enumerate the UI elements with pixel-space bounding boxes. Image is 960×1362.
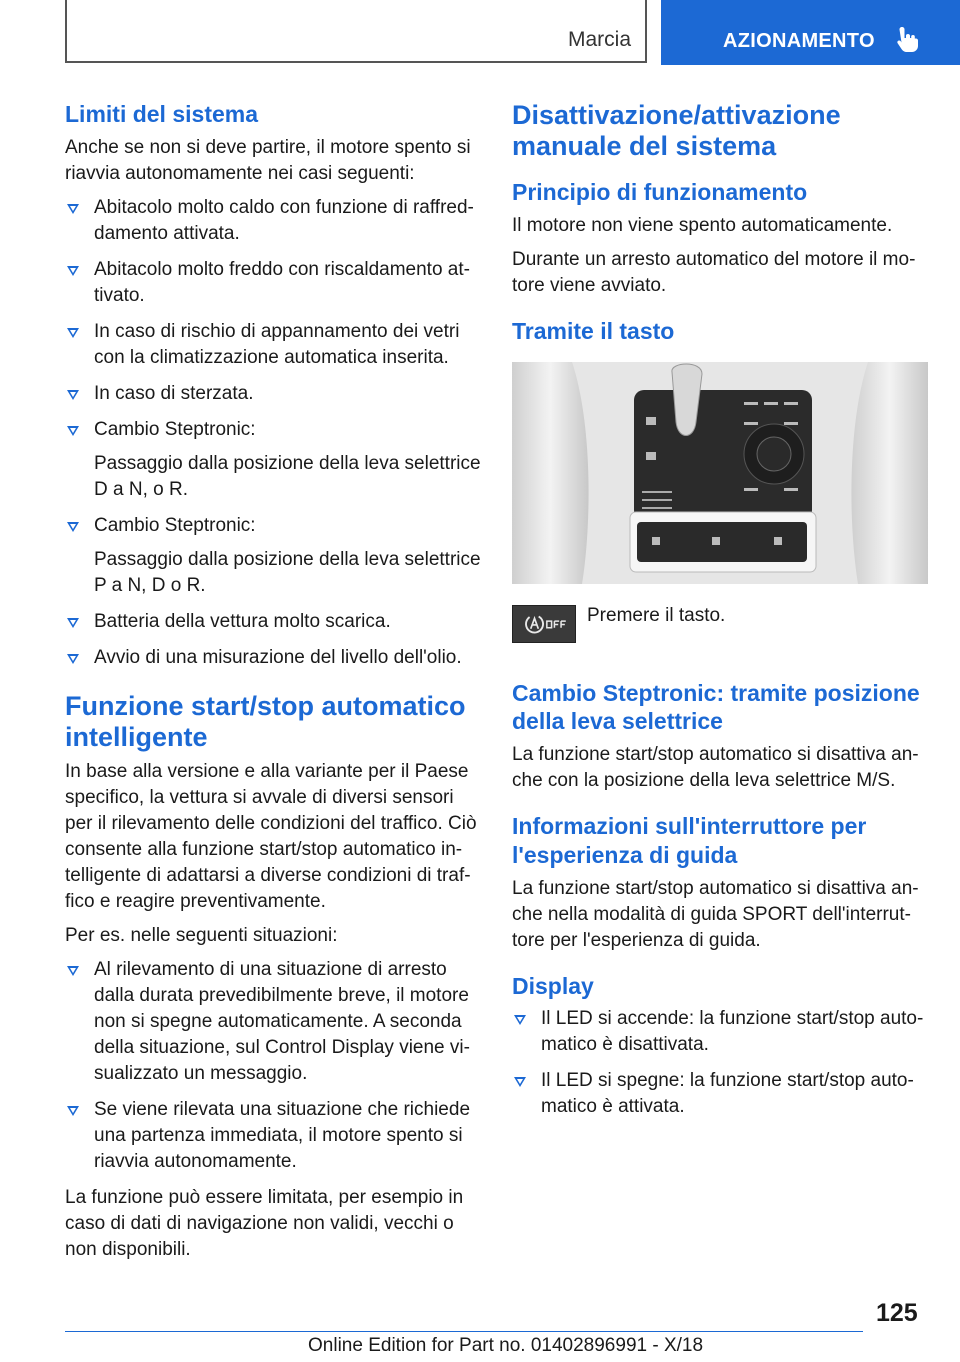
header-section-label: AZIONAMENTO xyxy=(723,30,875,52)
triangle-bullet-icon xyxy=(514,1077,526,1087)
triangle-bullet-icon xyxy=(67,654,79,664)
triangle-bullet-icon xyxy=(67,522,79,532)
list-item: Al rilevamento di una situazione di arresto dalla durata prevedibilmente breve, il motore non si spegne automaticamente. A seconda della situazione, sul Control Display viene vi-sualizzato un messaggio. xyxy=(65,957,483,1087)
deactivation-heading: Disattivazione/attivazione manuale del sistema xyxy=(512,100,841,162)
right-column xyxy=(512,100,928,1130)
triangle-bullet-icon xyxy=(67,204,79,214)
steptronic-heading: Cambio Steptronic: tramite posizione della leva selettrice xyxy=(512,679,920,735)
limits-heading: Limiti del sistema xyxy=(65,101,259,127)
triangle-bullet-icon xyxy=(67,426,79,436)
list-item: In caso di rischio di appannamento dei vetri con la climatizzazione automatica inserita. xyxy=(65,319,483,371)
list-item: Abitacolo molto freddo con riscaldamento at-tivato. xyxy=(65,257,483,309)
smart-start-stop-heading: Funzione start/stop automatico intelligente xyxy=(65,690,466,752)
pointing-hand-icon xyxy=(893,24,923,54)
list-item: Se viene rilevata una situazione che richiede una partenza immediata, il motore spento si riavvia autonomamente. xyxy=(65,1097,483,1175)
footer-edition: Online Edition for Part no. 01402896991 - X/18 xyxy=(308,1335,704,1356)
center-console-photo xyxy=(512,362,928,584)
list-item: Abitacolo molto caldo con funzione di raffred-damento attivata. xyxy=(65,195,483,247)
triangle-bullet-icon xyxy=(67,966,79,976)
triangle-bullet-icon xyxy=(67,1106,79,1116)
limits-list xyxy=(65,195,483,671)
list-item-detail: Passaggio dalla posizione della leva selettrice P a N, D o R. xyxy=(94,548,481,596)
smart-paragraph-3: La funzione può essere limitata, per esempio in caso di dati di navigazione non validi, vecchi o non disponibili. xyxy=(65,1186,464,1260)
driving-experience-paragraph: La funzione start/stop automatico si disattiva an-che nella modalità di guida SPORT dell'interrut-tore per l'esperienza di guida. xyxy=(512,877,919,951)
list-item: Cambio Steptronic: Passaggio dalla posizione della leva selettrice P a N, D o R. xyxy=(65,513,483,599)
list-item: In caso di sterzata. xyxy=(65,381,483,407)
display-heading: Display xyxy=(512,972,594,999)
smart-list xyxy=(65,957,483,1175)
principle-paragraph-2: Durante un arresto automatico del motore il mo-tore viene avviato. xyxy=(512,248,916,296)
list-item: Cambio Steptronic: Passaggio dalla posizione della leva selettrice D a N, o R. xyxy=(65,417,483,503)
press-button-text: Premere il tasto. xyxy=(587,604,726,626)
triangle-bullet-icon xyxy=(67,390,79,400)
triangle-bullet-icon xyxy=(67,266,79,276)
steptronic-paragraph: La funzione start/stop automatico si disattiva an-che con la posizione della leva selettrice M/S. xyxy=(512,744,919,792)
header-chapter-box xyxy=(65,0,647,63)
button-heading: Tramite il tasto xyxy=(512,317,675,344)
header-section-tab xyxy=(661,0,960,65)
list-item: Batteria della vettura molto scarica. xyxy=(65,609,483,635)
list-item: Il LED si accende: la funzione start/stop auto-matico è disattivata. xyxy=(512,1006,928,1058)
triangle-bullet-icon xyxy=(514,1015,526,1025)
triangle-bullet-icon xyxy=(67,328,79,338)
left-column xyxy=(65,100,483,1271)
principle-heading: Principio di funzionamento xyxy=(512,179,808,206)
principle-paragraph-1: Il motore non viene spento automaticamente. xyxy=(512,214,893,236)
list-item: Il LED si spegne: la funzione start/stop auto-matico è attivata. xyxy=(512,1068,928,1120)
header-chapter-label: Marcia xyxy=(567,28,631,51)
smart-paragraph-2: Per es. nelle seguenti situazioni: xyxy=(65,924,338,946)
footer-divider xyxy=(65,1331,863,1332)
smart-paragraph-1: In base alla versione e alla variante per il Paese specifico, la vettura si avvale di diversi sensori per il rilevamento delle condizioni del traffico. Ciò consente alla funzione start/stop automatico in-telligente di adattarsi a diverse condizioni di traf-fico e reagire preventivamente. xyxy=(65,760,477,912)
triangle-bullet-icon xyxy=(67,618,79,628)
display-list xyxy=(512,1006,928,1120)
list-item: Avvio di una misurazione del livello dell'olio. xyxy=(65,645,483,671)
driving-experience-heading: Informazioni sull'interruttore per l'esperienza di guida xyxy=(512,813,867,868)
limits-intro: Anche se non si deve partire, il motore spento si riavvia autonomamente nei casi seguenti: xyxy=(65,136,471,184)
auto-start-stop-off-icon xyxy=(512,605,576,643)
auto-start-stop-button-row xyxy=(512,605,928,665)
list-item-detail: Passaggio dalla posizione della leva selettrice D a N, o R. xyxy=(94,452,481,500)
page-number: 125 xyxy=(876,1299,918,1327)
